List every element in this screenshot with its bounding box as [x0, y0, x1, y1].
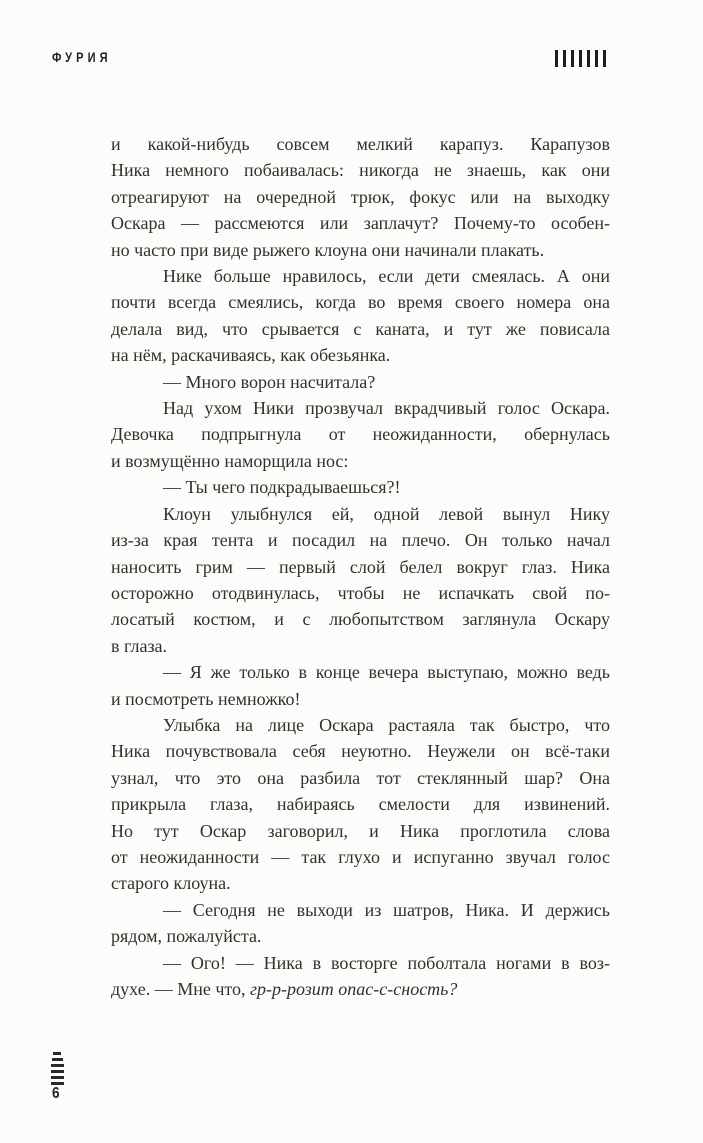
text-line: лосатый костюм, и с любопытством заглянула Оскару [111, 609, 610, 630]
progress-bar-tick-icon [563, 50, 566, 67]
text-line: от неожиданности — так глухо и испуганно звучал голос [111, 846, 610, 867]
progress-bars-icon [555, 50, 606, 67]
text-line: — Много ворон насчитала? [163, 371, 376, 392]
text-line: отреагируют на очередной трюк, фокус или на выходку [111, 186, 610, 207]
text-line: — Я же только в конце вечера выступаю, можно ведь [163, 662, 610, 683]
text-line: Ника почувствовала себя неуютно. Неужели он всё-таки [111, 741, 610, 762]
text-line: Клоун улыбнулся ей, одной левой вынул Нику [163, 503, 610, 524]
chapter-marker-bar-icon [52, 1058, 63, 1061]
paragraph [111, 897, 610, 950]
text-line: — Сегодня не выходи из шатров, Ника. И держись [163, 899, 610, 920]
paragraph [111, 369, 610, 395]
text-line: духе. — Мне что, гр-р-розит опас-с-сность? [111, 979, 458, 999]
text-line: рядом, пожалуйста. [111, 926, 262, 947]
progress-bar-tick-icon [579, 50, 582, 67]
progress-bar-tick-icon [571, 50, 574, 67]
chapter-marker-bar-icon [51, 1076, 64, 1079]
text-line: Нике больше нравилось, если дети смеялась. А они [163, 266, 610, 287]
text-line: и возмущённо наморщила нос: [111, 450, 349, 471]
paragraph [111, 950, 610, 1003]
text-line: в глаза. [111, 635, 168, 656]
text-block [111, 131, 610, 1002]
italic-phrase: гр-р-розит опас-с-сность? [250, 979, 458, 999]
text-line: наносить грим — первый слой белел вокруг глаз. Ника [111, 556, 610, 577]
text-line: и какой-нибудь совсем мелкий карапуз. Карапузов [111, 134, 610, 154]
text-line: из-за края тента и посадил на плечо. Он только начал [111, 530, 610, 551]
text-line: почти всегда смеялись, когда во время своего номера она [111, 292, 610, 313]
text-line: Улыбка на лице Оскара растаяла так быстро, что [163, 714, 610, 735]
text-line: старого клоуна. [111, 873, 231, 894]
page-number: 6 [52, 1085, 60, 1102]
text-line: — Ты чего подкрадываешься?! [163, 477, 401, 498]
text-line: и посмотреть немножко! [111, 688, 301, 709]
paragraph [111, 659, 610, 712]
paragraph [111, 395, 610, 474]
text-line: на нём, раскачиваясь, как обезьянка. [111, 345, 391, 366]
paragraph [111, 131, 610, 263]
text-line: Оскара — рассмеются или заплачут? Почему-то особен- [111, 213, 610, 234]
progress-bar-tick-icon [555, 50, 558, 67]
paragraph [111, 712, 610, 897]
text-line: Девочка подпрыгнула от неожиданности, обернулась [111, 424, 610, 445]
text-line: но часто при виде рыжего клоуна они начинали плакать. [111, 239, 545, 260]
text-line: Но тут Оскар заговорил, и Ника проглотила слова [111, 820, 610, 841]
text-line: узнал, что это она разбила тот стеклянный шар? Она [111, 767, 610, 788]
paragraph [111, 474, 610, 500]
text-line: — Ого! — Ника в восторге поболтала ногами в воз- [163, 952, 610, 973]
chapter-marker-bar-icon [53, 1052, 61, 1055]
text-line: Над ухом Ники прозвучал вкрадчивый голос Оскара. [163, 398, 610, 419]
chapter-marker-bar-icon [51, 1070, 64, 1073]
progress-bar-tick-icon [603, 50, 606, 67]
text-line: Ника немного побаивалась: никогда не знаешь, как они [111, 160, 610, 181]
chapter-marker-bar-icon [51, 1064, 64, 1067]
paragraph [111, 501, 610, 659]
text-line: делала вид, что срывается с каната, и тут же повисала [111, 318, 610, 339]
book-title: ФУРИЯ [52, 50, 112, 65]
chapter-marker-icon [50, 1052, 64, 1085]
progress-bar-tick-icon [587, 50, 590, 67]
progress-bar-tick-icon [595, 50, 598, 67]
text-line: прикрыла глаза, набираясь смелости для извинений. [111, 794, 610, 815]
text-line: осторожно отодвинулась, чтобы не испачкать свой по- [111, 582, 610, 603]
paragraph [111, 263, 610, 369]
